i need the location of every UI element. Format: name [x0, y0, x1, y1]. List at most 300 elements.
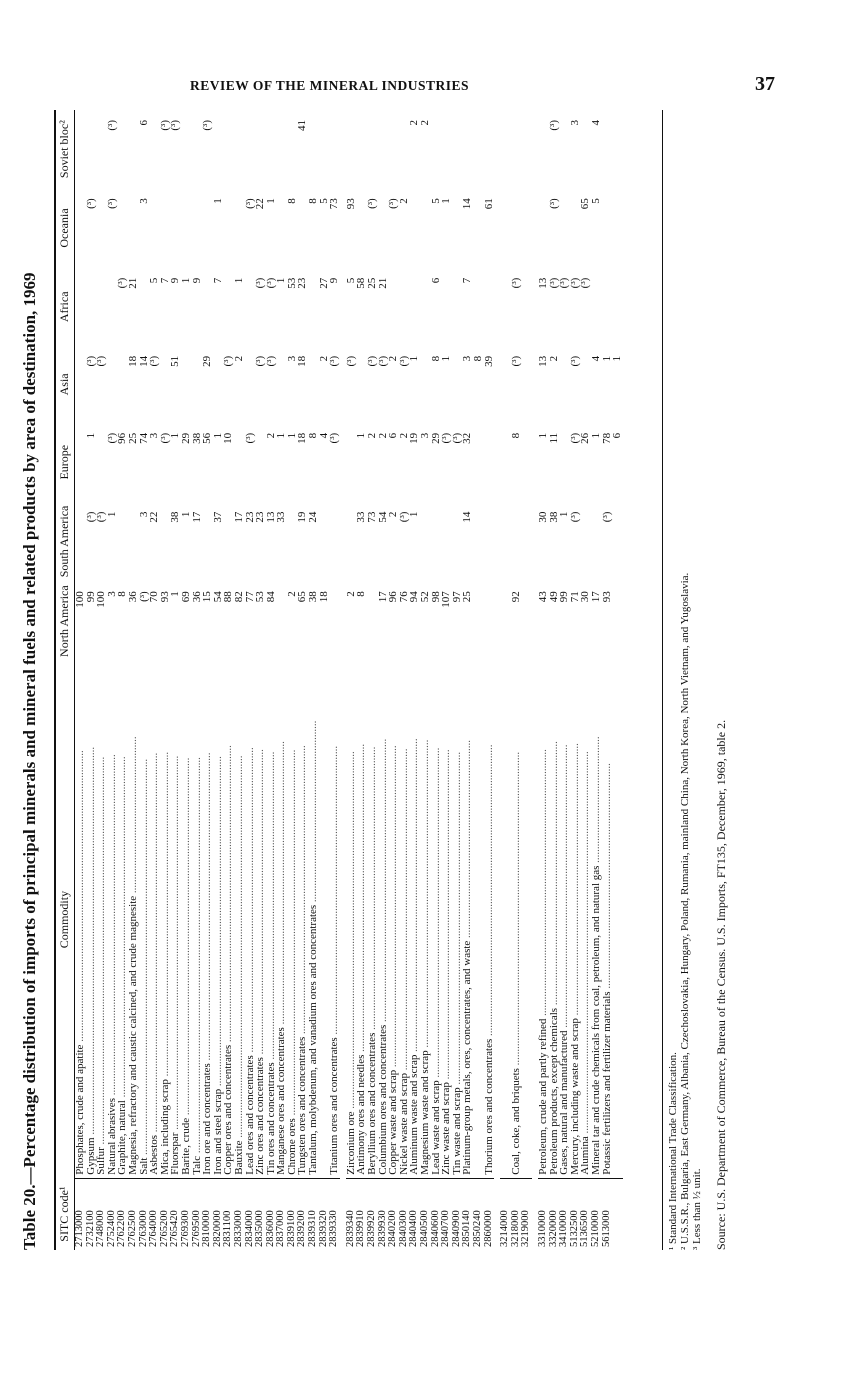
- value-cell-soviet-bloc: [245, 110, 256, 188]
- table-row: [329, 110, 340, 1250]
- sitc-code-cell: 2840600: [431, 1178, 442, 1250]
- value-cell-soviet-bloc: (³): [201, 120, 214, 131]
- value-cell-north-america: 70: [148, 591, 161, 603]
- table-row: [521, 110, 532, 1250]
- footnote-3: ³ Less than ½ unit.: [691, 1168, 703, 1250]
- running-head: REVIEW OF THE MINERAL INDUSTRIES: [190, 78, 470, 93]
- value-cell-asia: (³): [95, 355, 108, 367]
- value-cell-north-america: 18: [317, 591, 330, 603]
- dot-leader: ................................................................................................................: [419, 739, 431, 1051]
- value-cell-soviet-bloc: [484, 110, 495, 188]
- value-cell-north-america: [329, 581, 340, 661]
- rotated-table-block: [20, 110, 820, 1250]
- commodity-name: Asbestos: [148, 1134, 161, 1175]
- value-cell-europe: 19: [408, 432, 421, 444]
- value-cell-asia: (³): [148, 355, 161, 367]
- dot-leader: .......................................................................................................: [275, 741, 288, 1028]
- value-cell-soviet-bloc: [388, 110, 399, 188]
- value-cell-south-america: 1: [558, 511, 571, 518]
- sitc-code-cell: 2839310: [308, 1178, 319, 1250]
- value-cell-europe: (³): [568, 432, 581, 444]
- value-cell-africa: 1: [275, 277, 288, 284]
- value-cell-north-america: 52: [419, 591, 431, 603]
- value-cell-africa: 23: [296, 277, 309, 289]
- value-cell-africa: 9: [169, 277, 182, 284]
- commodity-name: Salt: [137, 1157, 150, 1175]
- value-cell-africa: (³): [579, 277, 592, 289]
- value-cell-europe: 2: [264, 432, 277, 439]
- value-cell-asia: 29: [201, 355, 214, 367]
- sitc-code-cell: 2840500: [420, 1178, 431, 1250]
- sitc-code-cell: 2834000: [245, 1178, 256, 1250]
- value-cell-africa: [484, 268, 495, 346]
- sitc-code-cell: 2765420: [170, 1178, 181, 1250]
- value-cell-north-america: 38: [307, 591, 320, 603]
- value-cell-south-america: [484, 502, 495, 582]
- value-cell-africa: 7: [158, 277, 171, 284]
- value-cell-asia: 51: [169, 355, 182, 367]
- commodity-name: Gypsum: [84, 1137, 97, 1175]
- value-cell-oceania: [234, 188, 245, 267]
- value-cell-asia: (³): [84, 355, 97, 367]
- commodity-cell: [602, 661, 613, 1178]
- value-cell-soviet-bloc: [500, 110, 511, 188]
- value-cell-europe: [521, 423, 532, 502]
- value-cell-soviet-bloc: 2: [419, 120, 431, 126]
- value-cell-soviet-bloc: [367, 110, 378, 188]
- value-cell-europe: 2: [397, 432, 410, 439]
- dot-leader: ..........................................................................................................................................: [148, 752, 161, 1135]
- dot-leader: ................................................................................................................: [201, 752, 214, 1064]
- dot-leader: ...........................................................................................................................................: [579, 751, 592, 1137]
- value-cell-europe: 1: [589, 432, 602, 439]
- value-cell-europe: [234, 423, 245, 502]
- value-cell-europe: 78: [600, 432, 613, 444]
- dot-leader: ................................................................................................................: [355, 743, 368, 1055]
- value-cell-south-america: 1: [105, 511, 118, 518]
- value-cell-south-america: [128, 502, 139, 582]
- value-cell-south-america: [591, 502, 602, 582]
- sitc-code-cell: 2732100: [86, 1178, 97, 1250]
- commodity-cell: [511, 661, 522, 1178]
- commodity-name: Magnesium waste and scrap: [419, 1050, 431, 1175]
- value-cell-soviet-bloc: [431, 110, 442, 188]
- value-cell-south-america: 23: [254, 511, 267, 523]
- value-cell-north-america: 94: [408, 591, 421, 603]
- dot-leader: ...........................................................................................................................................: [232, 755, 245, 1141]
- value-cell-africa: [420, 268, 431, 346]
- table-body: [75, 110, 623, 1250]
- commodity-name: Titanium ores and concentrates: [328, 1037, 341, 1175]
- value-cell-asia: 18: [296, 355, 309, 367]
- commodity-name: Tungsten ores and concentrates: [296, 1036, 309, 1175]
- value-cell-soviet-bloc: [319, 110, 330, 188]
- dot-leader: ......................................................................................................................: [158, 751, 171, 1080]
- value-cell-north-america: 77: [243, 591, 256, 603]
- dot-leader: ...............................................................................................................: [254, 749, 267, 1058]
- dot-leader: .....................................................................................................................: [397, 748, 410, 1073]
- value-cell-soviet-bloc: [473, 110, 484, 188]
- sitc-code-cell: 5132500: [570, 1178, 581, 1250]
- commodity-name: Copper waste and scrap: [387, 1069, 400, 1175]
- value-cell-soviet-bloc: [329, 110, 340, 188]
- value-cell-south-america: 22: [148, 511, 161, 523]
- value-cell-europe: 3: [148, 432, 161, 439]
- commodity-cell: [612, 661, 623, 1178]
- value-cell-oceania: 65: [579, 198, 592, 210]
- value-cell-north-america: 93: [600, 591, 613, 603]
- value-cell-oceania: (³): [243, 198, 256, 209]
- value-cell-europe: 1: [211, 432, 224, 439]
- commodity-name: Nickel waste and scrap: [397, 1072, 410, 1175]
- page-number: 37: [755, 73, 775, 95]
- value-cell-africa: [602, 268, 613, 346]
- value-cell-oceania: (³): [366, 198, 379, 209]
- value-cell-north-america: 15: [201, 591, 214, 603]
- value-cell-europe: (³): [328, 432, 341, 444]
- sitc-code-cell: 2839100: [287, 1178, 298, 1250]
- value-cell-north-america: 107: [440, 591, 453, 608]
- value-cell-soviet-bloc: (³): [105, 120, 118, 131]
- sitc-code-cell: 3310000: [538, 1178, 549, 1250]
- value-cell-oceania: [559, 188, 570, 267]
- value-cell-europe: 18: [296, 432, 309, 444]
- value-cell-soviet-bloc: [602, 110, 613, 188]
- value-cell-oceania: 1: [440, 198, 453, 204]
- value-cell-asia: 2: [387, 355, 400, 362]
- value-cell-soviet-bloc: [75, 110, 86, 188]
- dot-leader: ..................................................................................: [600, 763, 613, 992]
- value-cell-africa: 5: [344, 277, 357, 284]
- value-cell-europe: (³): [105, 432, 118, 444]
- value-cell-north-america: 97: [450, 591, 463, 603]
- value-cell-europe: 29: [429, 432, 442, 444]
- value-cell-oceania: [117, 188, 128, 267]
- value-cell-europe: [484, 423, 495, 502]
- value-cell-south-america: [441, 502, 452, 582]
- value-cell-europe: 8: [509, 432, 522, 439]
- column-header-sitc: SITC code¹: [55, 1178, 75, 1250]
- value-cell-soviet-bloc: [234, 110, 245, 188]
- sitc-code-cell: 3410000: [559, 1178, 570, 1250]
- value-cell-oceania: [521, 188, 532, 267]
- sitc-code-cell: 2769300: [181, 1178, 192, 1250]
- sitc-code-cell: 2762500: [128, 1178, 139, 1250]
- value-cell-north-america: 25: [461, 591, 474, 603]
- sitc-code-cell: 2840700: [441, 1178, 452, 1250]
- value-cell-north-america: 69: [179, 591, 192, 603]
- dot-leader: .......................................................................................................: [376, 738, 389, 1025]
- footnote-1: ¹ Standard International Trade Classification.: [667, 1052, 679, 1250]
- dot-leader: ................................................................................................................................................: [137, 758, 150, 1158]
- value-cell-africa: (³): [568, 277, 581, 289]
- sitc-code-cell: 2835000: [255, 1178, 266, 1250]
- sitc-code-cell: 2831100: [223, 1178, 234, 1250]
- commodity-name: Bauxite: [232, 1140, 245, 1175]
- value-cell-soviet-bloc: (³): [547, 120, 560, 131]
- dot-leader: ................................................................................................: [547, 741, 560, 1008]
- value-cell-asia: (³): [222, 355, 235, 367]
- value-cell-africa: [75, 268, 86, 346]
- commodity-name: Coal, coke, and briquets: [509, 1068, 522, 1175]
- sitc-code-cell: 2763000: [139, 1178, 150, 1250]
- data-table: [54, 110, 623, 1250]
- value-cell-europe: 38: [190, 432, 203, 444]
- value-cell-soviet-bloc: (³): [158, 120, 171, 131]
- value-cell-europe: 3: [419, 432, 431, 439]
- value-cell-africa: 13: [536, 277, 549, 289]
- dot-leader: ............................................................................................................................: [105, 754, 118, 1099]
- value-cell-north-america: 98: [429, 591, 442, 603]
- value-cell-europe: 8: [307, 432, 320, 439]
- value-cell-asia: 8: [471, 355, 484, 362]
- value-cell-africa: [96, 268, 107, 346]
- value-cell-europe: 6: [611, 432, 624, 439]
- value-cell-oceania: [223, 188, 234, 267]
- commodity-cell: [521, 661, 532, 1178]
- value-cell-europe: 25: [126, 432, 139, 444]
- sitc-code-cell: 5613000: [602, 1178, 613, 1250]
- value-cell-south-america: 1: [179, 511, 192, 518]
- value-cell-south-america: [420, 502, 431, 582]
- sitc-code-cell: 2839910: [356, 1178, 367, 1250]
- value-cell-oceania: [511, 188, 522, 267]
- value-cell-africa: (³): [547, 277, 560, 289]
- value-cell-europe: 2: [366, 432, 379, 439]
- sitc-code-cell: 2820000: [213, 1178, 224, 1250]
- dot-leader: .............................................................................................................................................: [84, 746, 97, 1138]
- value-cell-europe: 10: [222, 432, 235, 444]
- value-cell-south-america: 24: [307, 511, 320, 523]
- column-header-south-america: South America: [55, 502, 75, 582]
- sitc-code-cell: 2836000: [266, 1178, 277, 1250]
- table-header-row: [55, 110, 75, 1250]
- value-cell-soviet-bloc: [86, 110, 97, 188]
- sitc-code-cell: 2839340: [346, 1178, 357, 1250]
- value-cell-north-america: 17: [376, 591, 389, 603]
- dot-leader: ...............................................................................................................: [243, 747, 256, 1056]
- commodity-name: Platinum-group metals, ores, concentrates, and waste: [461, 940, 474, 1175]
- value-cell-africa: (³): [509, 277, 522, 289]
- commodity-name: Petroleum, crude and partly refined: [536, 1018, 549, 1175]
- value-cell-europe: 74: [137, 432, 150, 444]
- value-cell-europe: (³): [450, 432, 463, 444]
- value-cell-oceania: [192, 188, 203, 267]
- value-cell-soviet-bloc: [346, 110, 357, 188]
- value-cell-oceania: (³): [547, 198, 560, 209]
- commodity-name: Iron and steel scrap: [211, 1088, 224, 1175]
- value-cell-asia: (³): [509, 355, 522, 367]
- value-cell-africa: [86, 268, 97, 346]
- value-cell-soviet-bloc: [511, 110, 522, 188]
- value-cell-oceania: 5: [429, 198, 442, 204]
- commodity-name: Zinc waste and scrap: [440, 1082, 453, 1175]
- sitc-code-cell: 3320000: [549, 1178, 560, 1250]
- value-cell-europe: 56: [201, 432, 214, 444]
- table-row: [612, 110, 623, 1250]
- value-cell-asia: (³): [328, 355, 341, 367]
- value-cell-north-america: 3: [105, 591, 118, 597]
- value-cell-asia: 39: [482, 355, 495, 367]
- dot-leader: .......................................................................................................: [558, 744, 571, 1031]
- commodity-name: Beryllium ores and concentrates: [366, 1032, 379, 1175]
- sitc-code-cell: 2839930: [378, 1178, 389, 1250]
- commodity-name: Petroleum products, except chemicals: [547, 1007, 560, 1175]
- value-cell-soviet-bloc: 41: [296, 120, 309, 131]
- value-cell-asia: 1: [611, 355, 624, 362]
- value-cell-asia: (³): [376, 355, 389, 367]
- value-cell-north-america: 76: [397, 591, 410, 603]
- value-cell-soviet-bloc: [521, 110, 532, 188]
- value-cell-europe: 6: [387, 432, 400, 439]
- value-cell-oceania: 61: [482, 198, 495, 210]
- value-cell-south-america: [500, 502, 511, 582]
- commodity-name: Mercury, including waste and scrap: [568, 1018, 581, 1175]
- value-cell-asia: (³): [366, 355, 379, 367]
- value-cell-south-america: 54: [376, 511, 389, 523]
- value-cell-north-america: 43: [536, 591, 549, 603]
- value-cell-south-america: 2: [387, 511, 400, 518]
- value-cell-oceania: [612, 188, 623, 267]
- dot-leader: ..............................................: [589, 736, 602, 866]
- value-cell-south-america: [521, 502, 532, 582]
- value-cell-africa: (³): [254, 277, 267, 289]
- value-cell-africa: 21: [126, 277, 139, 289]
- dot-leader: ........................................................................................................................: [440, 749, 453, 1083]
- dot-leader: .......................................................................................................: [366, 746, 379, 1033]
- dot-leader: ........................................................................................................................: [429, 747, 442, 1081]
- value-cell-africa: 5: [148, 277, 161, 284]
- value-cell-europe: 1: [275, 432, 288, 439]
- commodity-name: Chrome ores: [285, 1118, 298, 1175]
- value-cell-north-america: 2: [285, 591, 298, 597]
- dot-leader: .........................................................................................................: [328, 745, 341, 1038]
- value-cell-europe: (³): [243, 432, 256, 444]
- value-cell-north-america: 99: [84, 591, 97, 603]
- column-header-europe: Europe: [55, 423, 75, 502]
- value-cell-europe: 26: [579, 432, 592, 444]
- value-cell-africa: 25: [366, 277, 379, 289]
- value-cell-oceania: (³): [105, 198, 118, 209]
- value-cell-south-america: (³): [600, 511, 613, 523]
- value-cell-soviet-bloc: [441, 110, 452, 188]
- value-cell-oceania: [409, 188, 420, 267]
- value-cell-asia: 1: [600, 355, 613, 362]
- value-cell-africa: 21: [376, 277, 389, 289]
- commodity-name: Magnesia, refractory and caustic calcined, and crude magnesite: [126, 895, 139, 1175]
- value-cell-europe: 96: [116, 432, 129, 444]
- sitc-code-cell: 2748000: [96, 1178, 107, 1250]
- value-cell-oceania: 3: [137, 198, 150, 204]
- commodity-name: Tantalum, molybdenum, and vanadium ores and concentrates: [307, 904, 320, 1175]
- value-cell-north-america: 88: [222, 591, 235, 603]
- value-cell-asia: 18: [126, 355, 139, 367]
- value-cell-oceania: 8: [285, 198, 298, 204]
- column-header-africa: Africa: [55, 268, 75, 346]
- value-cell-oceania: 93: [344, 198, 357, 210]
- value-cell-europe: [75, 423, 86, 502]
- dot-leader: ..................................................................................................................: [509, 751, 522, 1069]
- value-cell-asia: 2: [232, 355, 245, 362]
- page-header: [0, 70, 851, 100]
- value-cell-soviet-bloc: 2: [408, 120, 421, 126]
- value-cell-south-america: 38: [547, 511, 560, 523]
- value-cell-africa: [441, 268, 452, 346]
- value-cell-africa: [521, 268, 532, 346]
- value-cell-africa: 1: [179, 277, 192, 284]
- commodity-name: Sulfur: [95, 1147, 108, 1175]
- value-cell-north-america: 93: [158, 591, 171, 603]
- value-cell-asia: 4: [589, 355, 602, 362]
- value-cell-oceania: [181, 188, 192, 267]
- value-cell-europe: (³): [440, 432, 453, 444]
- value-cell-asia: 13: [536, 355, 549, 367]
- column-header-north-america: North America: [55, 581, 75, 661]
- value-cell-asia: (³): [344, 355, 357, 367]
- dot-leader: .........................................................................................................: [296, 745, 309, 1037]
- dot-leader: ................................................................................................................: [264, 751, 277, 1063]
- commodity-name: Lead ores and concentrates: [243, 1055, 256, 1175]
- commodity-name: Tin ores and concentrates: [264, 1062, 277, 1175]
- commodity-name: Potassic fertilizers and fertilizer materials: [600, 991, 613, 1175]
- value-cell-africa: 7: [211, 277, 224, 284]
- value-cell-europe: 1: [536, 432, 549, 439]
- sitc-code-cell: 5210000: [591, 1178, 602, 1250]
- commodity-name: Antimony ores and needles: [355, 1054, 368, 1175]
- sitc-code-cell: 2840900: [452, 1178, 463, 1250]
- commodity-name: Copper ores and concentrates: [222, 1044, 235, 1175]
- value-cell-south-america: (³): [84, 511, 97, 523]
- value-cell-south-america: 1: [408, 511, 421, 518]
- value-cell-south-america: [511, 502, 522, 582]
- value-cell-soviet-bloc: [276, 110, 287, 188]
- commodity-cell: [308, 661, 319, 1178]
- value-cell-asia: 8: [429, 355, 442, 362]
- value-cell-oceania: (³): [387, 198, 400, 209]
- commodity-name: Columbium ores and concentrates: [376, 1024, 389, 1175]
- value-cell-south-america: (³): [568, 511, 581, 523]
- value-cell-north-america: (³): [137, 591, 150, 602]
- dot-leader: .........................................................................................................................: [450, 751, 463, 1088]
- value-cell-africa: 27: [317, 277, 330, 289]
- value-cell-soviet-bloc: [308, 110, 319, 188]
- value-cell-oceania: [473, 188, 484, 267]
- value-cell-oceania: [538, 188, 549, 267]
- value-cell-asia: 3: [285, 355, 298, 362]
- value-cell-oceania: [170, 188, 181, 267]
- value-cell-africa: [409, 268, 420, 346]
- commodity-name: Lead waste and scrap: [429, 1080, 442, 1175]
- commodity-name: Zirconium ore: [344, 1111, 357, 1175]
- value-cell-north-america: 36: [126, 591, 139, 603]
- value-cell-africa: 1: [232, 277, 245, 284]
- value-cell-south-america: (³): [397, 511, 410, 523]
- value-cell-soviet-bloc: [223, 110, 234, 188]
- commodity-name: Fluorspar: [169, 1132, 182, 1175]
- table-row: [511, 110, 522, 1250]
- value-cell-africa: [388, 268, 399, 346]
- sitc-code-cell: 5136500: [580, 1178, 591, 1250]
- value-cell-south-america: 13: [264, 511, 277, 523]
- value-cell-soviet-bloc: [117, 110, 128, 188]
- value-cell-soviet-bloc: [462, 110, 473, 188]
- value-cell-asia: 14: [137, 355, 150, 367]
- value-cell-north-america: 53: [254, 591, 267, 603]
- value-cell-south-america: 33: [355, 511, 368, 523]
- sitc-code-cell: 2839920: [367, 1178, 378, 1250]
- value-cell-north-america: [521, 581, 532, 661]
- value-cell-north-america: 96: [387, 591, 400, 603]
